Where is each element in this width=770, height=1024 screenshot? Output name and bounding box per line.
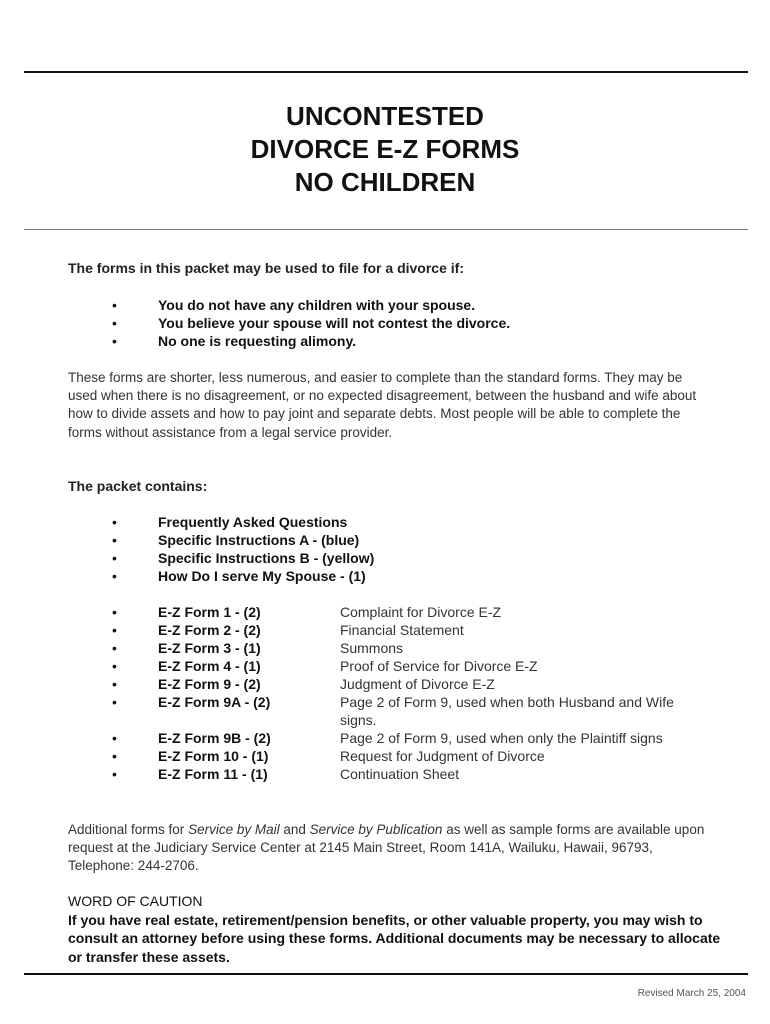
page-title: [0, 100, 770, 199]
form-description: Financial Statement: [340, 622, 464, 638]
form-name: E-Z Form 4 - (1): [158, 658, 261, 674]
intro-text: The forms in this packet may be used to file for a divorce if:: [68, 260, 464, 276]
top-rule: [24, 71, 748, 73]
bullet: •: [112, 730, 117, 746]
packet-item: How Do I serve My Spouse - (1): [158, 568, 366, 584]
form-name: E-Z Form 9A - (2): [158, 694, 271, 710]
revised-date: Revised March 25, 2004: [637, 988, 746, 999]
bullet: •: [112, 748, 117, 764]
form-description: Page 2 of Form 9, used when both Husband and Wife signs.: [340, 694, 674, 728]
form-row: [68, 639, 685, 657]
title-divider: [24, 229, 748, 230]
form-name: E-Z Form 1 - (2): [158, 604, 261, 620]
additional-text-1: Additional forms for: [68, 822, 189, 837]
bullet: •: [112, 676, 117, 692]
packet-item: Specific Instructions A - (blue): [158, 532, 360, 548]
form-row: [68, 765, 685, 783]
additional-text-2: and: [279, 822, 310, 837]
bullet: •: [112, 568, 117, 584]
bullet: •: [112, 640, 117, 656]
form-name: E-Z Form 11 - (1): [158, 766, 268, 782]
bottom-rule: [24, 973, 748, 975]
bullet: •: [112, 514, 117, 530]
form-row: [68, 729, 685, 747]
form-description: Complaint for Divorce E-Z: [340, 604, 502, 620]
packet-item: Frequently Asked Questions: [158, 514, 348, 530]
bullet: •: [112, 622, 117, 638]
form-description: Request for Judgment of Divorce: [340, 748, 545, 764]
additional-text-3: as well as sample forms are available upon request at the Judiciary Service Center at 2145 Main Street, Room 141A, Wailuku, Hawaii, 96793, Telephone: 244-2706.: [68, 822, 705, 874]
title-line-1: UNCONTESTED: [286, 101, 484, 131]
title-line-2: DIVORCE E-Z FORMS: [250, 134, 520, 164]
form-row: [68, 747, 685, 765]
service-by-mail: Service by Mail: [188, 822, 280, 837]
packet-item: Specific Instructions B - (yellow): [158, 550, 375, 566]
form-row: [68, 621, 685, 639]
form-row: [68, 603, 685, 621]
form-description: Summons: [340, 640, 404, 656]
bullet: •: [112, 297, 117, 313]
bullet: •: [112, 333, 117, 349]
bullet: •: [112, 550, 117, 566]
form-name: E-Z Form 2 - (2): [158, 622, 261, 638]
form-row: [68, 657, 685, 675]
title-line-3: NO CHILDREN: [294, 167, 476, 197]
description-paragraph: These forms are shorter, less numerous, and easier to complete than the standard forms. They may be used when there is no disagreement, or no expected disagreement, between the husband and wife about how to divide assets and how to pay joint and separate debts. Most people will be able to complete the forms without assistance from a legal service provider.: [68, 370, 697, 440]
condition-text: No one is requesting alimony.: [158, 333, 357, 349]
form-name: E-Z Form 9B - (2): [158, 730, 271, 746]
bullet: •: [112, 658, 117, 674]
service-by-publication: Service by Publication: [309, 822, 443, 837]
bullet: •: [112, 604, 117, 620]
form-row: [68, 693, 685, 729]
form-description: Page 2 of Form 9, used when only the Plaintiff signs: [340, 730, 663, 746]
form-name: E-Z Form 10 - (1): [158, 748, 269, 764]
bullet: •: [112, 694, 117, 710]
caution-heading: WORD OF CAUTION: [68, 893, 203, 909]
packet-heading: The packet contains:: [68, 478, 208, 494]
form-row: [68, 675, 685, 693]
form-description: Judgment of Divorce E-Z: [340, 676, 495, 692]
form-description: Continuation Sheet: [340, 766, 460, 782]
bullet: •: [112, 766, 117, 782]
caution-body: If you have real estate, retirement/pension benefits, or other valuable property, you may wish to consult an attorney before using these forms. Additional documents may be necessary to allocate or transfer these assets.: [68, 912, 721, 965]
forms-list: [68, 603, 685, 783]
form-description: Proof of Service for Divorce E-Z: [340, 658, 538, 674]
condition-text: You do not have any children with your spouse.: [158, 297, 476, 313]
form-name: E-Z Form 3 - (1): [158, 640, 261, 656]
form-name: E-Z Form 9 - (2): [158, 676, 261, 692]
additional-forms-paragraph: [68, 821, 718, 876]
condition-text: You believe your spouse will not contest the divorce.: [158, 315, 511, 331]
bullet: •: [112, 315, 117, 331]
bullet: •: [112, 532, 117, 548]
